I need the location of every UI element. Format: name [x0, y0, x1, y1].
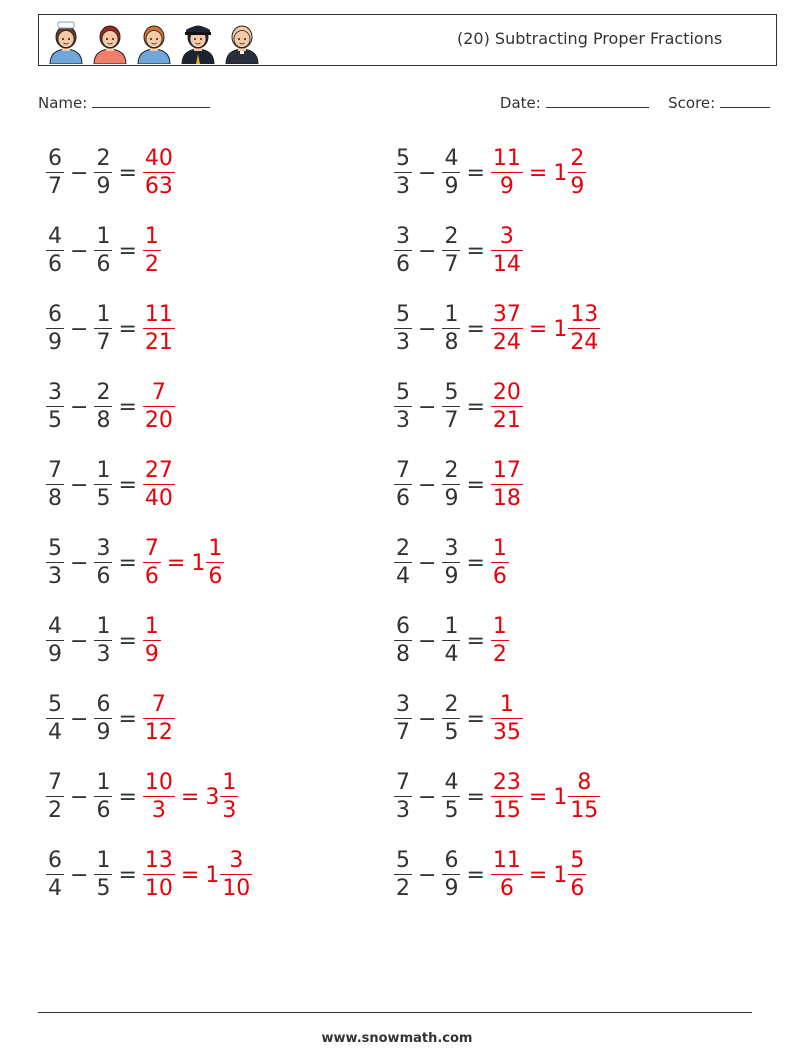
minus-sign: −	[418, 238, 437, 264]
answer-fraction: $\frac{1}{35}$	[492, 691, 521, 746]
subtrahend-fraction: $\frac{1}{5}$	[96, 457, 111, 512]
subtrahend-fraction: $\frac{6}{9}$	[444, 847, 459, 902]
subtrahend-fraction: $\frac{3}{9}$	[444, 535, 459, 590]
problem-item	[394, 377, 523, 437]
date-blank-line	[546, 93, 649, 108]
equals-sign: =	[180, 784, 200, 810]
problem-item	[394, 689, 523, 749]
minus-sign: −	[70, 706, 89, 732]
equals-sign: =	[528, 316, 548, 342]
answer-fraction: $\frac{11}{21}$	[144, 301, 173, 356]
answer-fraction: $\frac{1}{6}$	[492, 535, 507, 590]
subtrahend-fraction: $\frac{1}{5}$	[96, 847, 111, 902]
mixed-whole: 1	[553, 784, 568, 810]
minuend-fraction: $\frac{5}{3}$	[396, 301, 410, 356]
minus-sign: −	[70, 160, 89, 186]
minuend-fraction: $\frac{5}{2}$	[396, 847, 410, 902]
problem-item	[394, 845, 586, 905]
woman-red-hair-icon	[91, 18, 129, 64]
nurse-woman-icon	[47, 18, 85, 64]
minus-sign: −	[418, 394, 437, 420]
subtrahend-fraction: $\frac{4}{9}$	[444, 145, 459, 200]
equals-sign: =	[118, 472, 137, 498]
answer-fraction: $\frac{1}{2}$	[492, 613, 507, 668]
answer	[143, 379, 175, 434]
equals-sign: =	[466, 472, 485, 498]
minuend-fraction: $\frac{5}{3}$	[396, 145, 410, 200]
minus-sign: −	[418, 862, 437, 888]
mixed-whole: 1	[205, 862, 220, 888]
equals-sign: =	[180, 862, 200, 888]
problem-item	[46, 455, 175, 515]
subtrahend-fraction: $\frac{1}{8}$	[444, 301, 459, 356]
equals-sign: =	[118, 628, 137, 654]
minuend-fraction: $\frac{4}{9}$	[48, 613, 62, 668]
answer	[491, 769, 600, 824]
minuend-fraction: $\frac{7}{2}$	[48, 769, 62, 824]
answer	[143, 535, 224, 590]
minus-sign: −	[70, 784, 89, 810]
mixed-fraction: $\frac{2}{9}$	[570, 145, 585, 200]
equals-sign: =	[466, 394, 485, 420]
subtrahend-fraction: $\frac{1}{6}$	[96, 223, 111, 278]
answer-fraction: $\frac{20}{21}$	[492, 379, 521, 434]
answer-fraction: $\frac{1}{9}$	[144, 613, 159, 668]
problem-item	[46, 611, 161, 671]
answer-fraction: $\frac{3}{14}$	[492, 223, 521, 278]
equals-sign: =	[528, 784, 548, 810]
name-blank-line	[92, 93, 210, 108]
answer	[143, 223, 161, 278]
mixed-whole: 1	[191, 550, 206, 576]
problem-item	[394, 767, 600, 827]
minuend-fraction: $\frac{6}{7}$	[48, 145, 62, 200]
avatar-row	[47, 18, 261, 64]
answer	[143, 847, 252, 902]
minuend-fraction: $\frac{5}{3}$	[396, 379, 410, 434]
equals-sign: =	[118, 862, 137, 888]
answer	[491, 223, 523, 278]
problem-item	[394, 299, 600, 359]
answer-fraction: $\frac{7}{12}$	[144, 691, 173, 746]
problem-item	[46, 533, 224, 593]
minus-sign: −	[70, 238, 89, 264]
minus-sign: −	[418, 550, 437, 576]
minus-sign: −	[70, 862, 89, 888]
problem-item	[46, 299, 175, 359]
answer	[491, 847, 586, 902]
minus-sign: −	[418, 706, 437, 732]
mixed-whole: 1	[553, 160, 568, 186]
answer-fraction: $\frac{7}{6}$	[144, 535, 159, 590]
equals-sign: =	[118, 550, 137, 576]
answer	[143, 301, 175, 356]
minus-sign: −	[418, 628, 437, 654]
name-label: Name:	[38, 94, 88, 112]
subtrahend-fraction: $\frac{1}{7}$	[96, 301, 111, 356]
problem-item	[394, 533, 509, 593]
minus-sign: −	[418, 316, 437, 342]
equals-sign: =	[466, 550, 485, 576]
date-score-fields	[500, 93, 770, 112]
minuend-fraction: $\frac{7}{6}$	[396, 457, 410, 512]
problem-item	[46, 767, 238, 827]
equals-sign: =	[528, 862, 548, 888]
subtrahend-fraction: $\frac{3}{6}$	[96, 535, 111, 590]
minus-sign: −	[70, 550, 89, 576]
minus-sign: −	[70, 394, 89, 420]
answer	[491, 613, 509, 668]
mixed-fraction: $\frac{5}{6}$	[570, 847, 585, 902]
equals-sign: =	[466, 160, 485, 186]
answer-fraction: $\frac{13}{10}$	[144, 847, 173, 902]
minus-sign: −	[418, 472, 437, 498]
minuend-fraction: $\frac{7}{8}$	[48, 457, 62, 512]
score-blank-line	[720, 93, 770, 108]
equals-sign: =	[466, 628, 485, 654]
minuend-fraction: $\frac{6}{8}$	[396, 613, 410, 668]
answer	[143, 457, 175, 512]
answer	[143, 613, 161, 668]
score-label: Score:	[668, 94, 716, 112]
subtrahend-fraction: $\frac{2}{5}$	[444, 691, 459, 746]
minus-sign: −	[418, 160, 437, 186]
name-field	[38, 93, 210, 112]
minuend-fraction: $\frac{6}{4}$	[48, 847, 62, 902]
minuend-fraction: $\frac{4}{6}$	[48, 223, 62, 278]
subtrahend-fraction: $\frac{4}{5}$	[444, 769, 459, 824]
answer-fraction: $\frac{37}{24}$	[492, 301, 521, 356]
minuend-fraction: $\frac{2}{4}$	[396, 535, 410, 590]
problem-item	[46, 377, 175, 437]
answer	[491, 457, 523, 512]
worksheet-header	[38, 14, 777, 66]
answer-fraction: $\frac{40}{63}$	[144, 145, 173, 200]
police-officer-icon	[179, 18, 217, 64]
answer	[143, 145, 175, 200]
minuend-fraction: $\frac{3}{7}$	[396, 691, 410, 746]
mixed-fraction: $\frac{1}{6}$	[208, 535, 223, 590]
subtrahend-fraction: $\frac{2}{7}$	[444, 223, 459, 278]
answer	[143, 691, 175, 746]
minuend-fraction: $\frac{5}{4}$	[48, 691, 62, 746]
mixed-whole: 1	[553, 862, 568, 888]
minuend-fraction: $\frac{6}{9}$	[48, 301, 62, 356]
equals-sign: =	[466, 862, 485, 888]
problem-item	[394, 455, 523, 515]
equals-sign: =	[528, 160, 548, 186]
equals-sign: =	[118, 394, 137, 420]
minuend-fraction: $\frac{7}{3}$	[396, 769, 410, 824]
problem-item	[46, 845, 252, 905]
problem-item	[46, 143, 175, 203]
answer-fraction: $\frac{27}{40}$	[144, 457, 173, 512]
equals-sign: =	[466, 316, 485, 342]
answer	[143, 769, 238, 824]
answer-fraction: $\frac{23}{15}$	[492, 769, 521, 824]
footer-divider	[38, 1012, 752, 1013]
equals-sign: =	[166, 550, 186, 576]
equals-sign: =	[118, 160, 137, 186]
priest-icon	[223, 18, 261, 64]
problem-item	[46, 689, 175, 749]
subtrahend-fraction: $\frac{2}{8}$	[96, 379, 111, 434]
equals-sign: =	[118, 784, 137, 810]
mixed-fraction: $\frac{3}{10}$	[222, 847, 251, 902]
footer-url: www.snowmath.com	[321, 1031, 473, 1046]
minus-sign: −	[418, 784, 437, 810]
equals-sign: =	[466, 238, 485, 264]
mixed-fraction: $\frac{13}{24}$	[570, 301, 599, 356]
answer	[491, 691, 523, 746]
mixed-fraction: $\frac{1}{3}$	[222, 769, 237, 824]
subtrahend-fraction: $\frac{2}{9}$	[96, 145, 111, 200]
equals-sign: =	[466, 784, 485, 810]
problem-item	[46, 221, 161, 281]
subtrahend-fraction: $\frac{1}{4}$	[444, 613, 459, 668]
minuend-fraction: $\frac{3}{6}$	[396, 223, 410, 278]
equals-sign: =	[118, 316, 137, 342]
equals-sign: =	[118, 706, 137, 732]
answer-fraction: $\frac{11}{9}$	[492, 145, 521, 200]
subtrahend-fraction: $\frac{2}{9}$	[444, 457, 459, 512]
minus-sign: −	[70, 472, 89, 498]
mixed-fraction: $\frac{8}{15}$	[570, 769, 599, 824]
mixed-whole: 1	[553, 316, 568, 342]
problem-item	[394, 611, 509, 671]
minuend-fraction: $\frac{3}{5}$	[48, 379, 62, 434]
answer-fraction: $\frac{11}{6}$	[492, 847, 521, 902]
answer	[491, 535, 509, 590]
minuend-fraction: $\frac{5}{3}$	[48, 535, 62, 590]
answer-fraction: $\frac{17}{18}$	[492, 457, 521, 512]
equals-sign: =	[466, 706, 485, 732]
problem-item	[394, 221, 523, 281]
answer	[491, 145, 586, 200]
answer-fraction: $\frac{1}{2}$	[144, 223, 159, 278]
answer-fraction: $\frac{10}{3}$	[144, 769, 173, 824]
subtrahend-fraction: $\frac{5}{7}$	[444, 379, 459, 434]
subtrahend-fraction: $\frac{6}{9}$	[96, 691, 111, 746]
equals-sign: =	[118, 238, 137, 264]
problem-item	[394, 143, 586, 203]
date-label: Date:	[499, 94, 541, 112]
woman-orange-hair-icon	[135, 18, 173, 64]
worksheet-title: (20) Subtracting Proper Fractions	[457, 29, 723, 48]
answer	[491, 301, 600, 356]
subtrahend-fraction: $\frac{1}{6}$	[96, 769, 111, 824]
minus-sign: −	[70, 316, 89, 342]
minus-sign: −	[70, 628, 89, 654]
subtrahend-fraction: $\frac{1}{3}$	[96, 613, 111, 668]
answer-fraction: $\frac{7}{20}$	[144, 379, 173, 434]
mixed-whole: 3	[205, 784, 220, 810]
answer	[491, 379, 523, 434]
